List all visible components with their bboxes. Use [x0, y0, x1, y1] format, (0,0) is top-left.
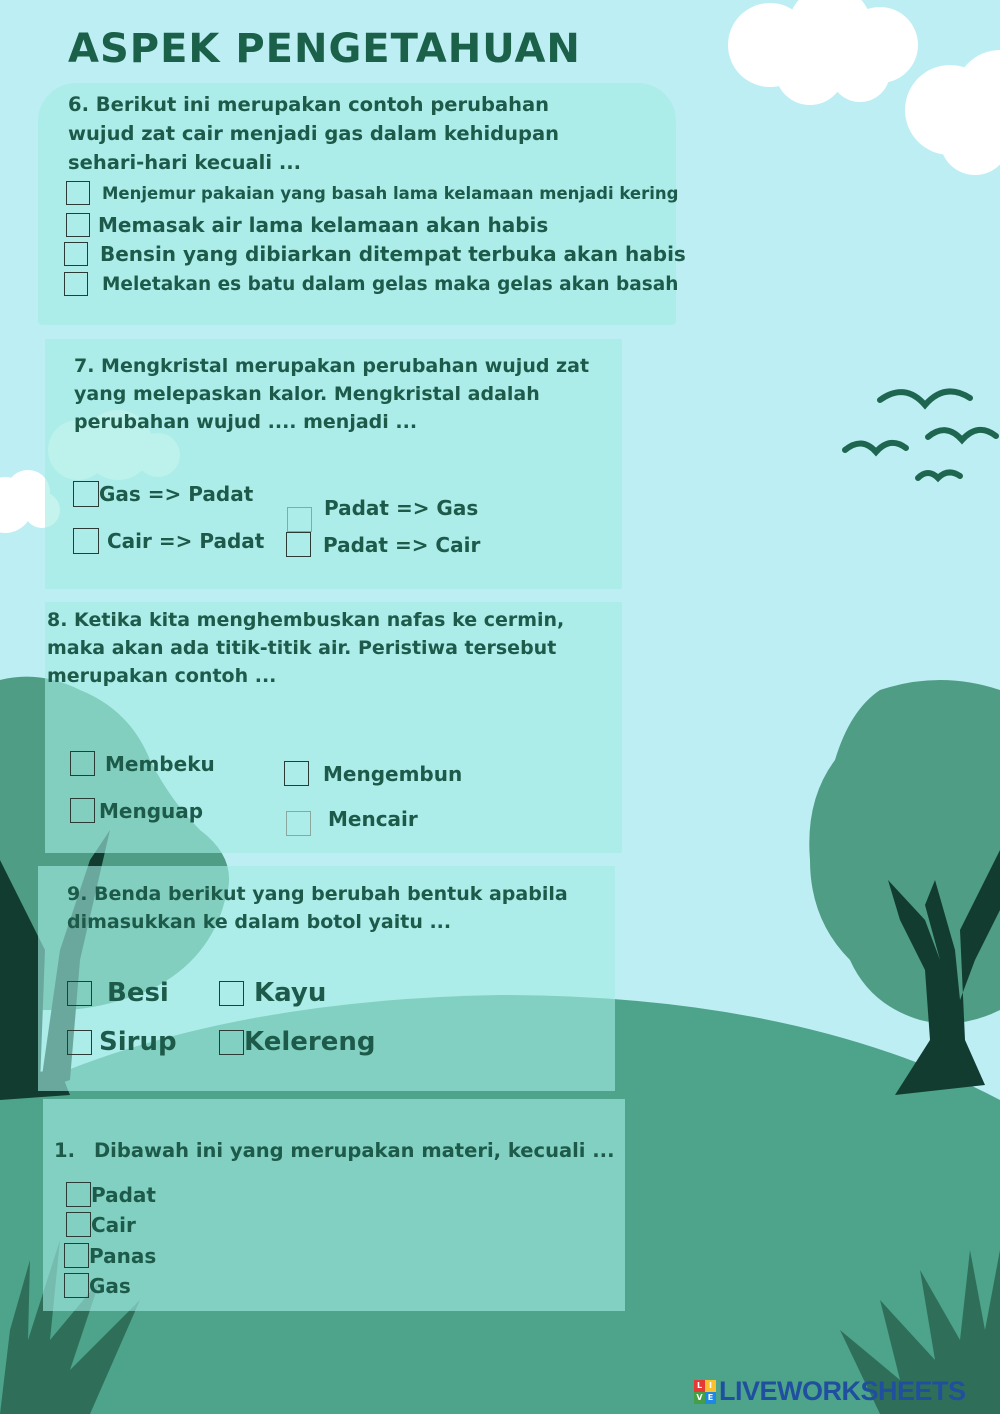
q6-option-4[interactable]: [64, 272, 678, 296]
q1-option-3-checkbox[interactable]: [64, 1243, 89, 1268]
q7-option-3[interactable]: [73, 528, 264, 554]
q7-option-1-checkbox[interactable]: [73, 481, 99, 507]
question-6-line: wujud zat cair menjadi gas dalam kehidupan: [68, 122, 559, 145]
q1-option-4-checkbox[interactable]: [64, 1273, 89, 1298]
question-7-line: yang melepaskan kalor. Mengkristal adalah: [74, 383, 540, 405]
q1-option-2[interactable]: [66, 1212, 136, 1237]
q1-option-4[interactable]: [64, 1273, 131, 1298]
question-6-text: [68, 90, 559, 177]
q8-option-3-checkbox[interactable]: [70, 798, 95, 823]
q1-option-2-label: Cair: [91, 1212, 136, 1237]
question-1-text: [54, 1139, 615, 1162]
logo-letter: E: [705, 1392, 716, 1404]
q7-option-2-label: Padat => Gas: [324, 495, 479, 520]
logo-letter: V: [694, 1392, 705, 1404]
q1-option-3[interactable]: [64, 1243, 156, 1268]
q9-option-1-checkbox[interactable]: [67, 981, 92, 1006]
q9-option-2-label: Kayu: [254, 978, 327, 1008]
question-7-line: perubahan wujud .... menjadi ...: [74, 411, 418, 433]
q7-option-2[interactable]: [287, 483, 478, 532]
q7-option-2-checkbox[interactable]: [287, 507, 312, 532]
q1-option-1-label: Padat: [91, 1182, 156, 1207]
q8-option-2-label: Mengembun: [323, 761, 463, 786]
q1-option-2-checkbox[interactable]: [66, 1212, 91, 1237]
q6-option-1-checkbox[interactable]: [66, 181, 90, 205]
liveworksheets-logo-icon: [694, 1380, 716, 1404]
q6-option-2[interactable]: [66, 213, 548, 237]
page-title: ASPEK PENGETAHUAN: [68, 26, 581, 72]
q7-option-4-checkbox[interactable]: [286, 532, 311, 557]
q9-option-1-label: Besi: [107, 978, 169, 1008]
q6-option-3-label: Bensin yang dibiarkan ditempat terbuka akan habis: [100, 242, 686, 266]
q7-option-3-checkbox[interactable]: [73, 528, 99, 554]
q6-option-2-checkbox[interactable]: [66, 213, 90, 237]
question-8-line: maka akan ada titik-titik air. Peristiwa tersebut: [47, 637, 557, 659]
q8-option-4[interactable]: [286, 801, 418, 836]
q6-option-3[interactable]: [64, 242, 686, 266]
q9-option-2-checkbox[interactable]: [219, 981, 244, 1006]
q1-option-3-label: Panas: [89, 1243, 157, 1268]
question-1-line: Dibawah ini yang merupakan materi, kecuali ...: [94, 1139, 615, 1162]
question-6-line: sehari-hari kecuali ...: [68, 151, 302, 174]
q8-option-2[interactable]: [284, 761, 462, 786]
question-9-text: [67, 880, 568, 936]
q8-option-3[interactable]: [70, 798, 203, 823]
logo-letter: I: [705, 1380, 716, 1392]
question-9-line: dimasukkan ke dalam botol yaitu ...: [67, 911, 452, 933]
q1-option-4-label: Gas: [89, 1273, 131, 1298]
q9-option-4-checkbox[interactable]: [219, 1030, 244, 1055]
q8-option-4-checkbox[interactable]: [286, 811, 311, 836]
question-9-line: 9. Benda berikut yang berubah bentuk apabila: [67, 883, 568, 905]
q8-option-3-label: Menguap: [99, 798, 204, 823]
q7-option-3-label: Cair => Padat: [107, 529, 265, 553]
q6-option-1[interactable]: [66, 181, 678, 205]
q8-option-1-checkbox[interactable]: [70, 751, 95, 776]
q9-option-4-label: Kelereng: [244, 1027, 376, 1057]
q7-option-1[interactable]: [73, 481, 253, 507]
q1-option-1[interactable]: [66, 1182, 156, 1207]
q9-option-3-label: Sirup: [99, 1027, 177, 1057]
q9-option-2[interactable]: [219, 978, 326, 1008]
q8-option-1[interactable]: [70, 751, 215, 776]
question-8-text: [47, 606, 564, 690]
q9-option-3[interactable]: [67, 1027, 177, 1057]
q9-option-1[interactable]: [67, 978, 169, 1008]
question-7-text: [74, 352, 589, 436]
q8-option-2-checkbox[interactable]: [284, 761, 309, 786]
liveworksheets-logo: [694, 1376, 966, 1407]
q6-option-4-label: Meletakan es batu dalam gelas maka gelas akan basah: [102, 273, 679, 295]
logo-letter: L: [694, 1380, 705, 1392]
question-8-line: 8. Ketika kita menghembuskan nafas ke cermin,: [47, 609, 565, 631]
q7-option-4[interactable]: [286, 532, 480, 557]
q6-option-1-label: Menjemur pakaian yang basah lama kelamaan menjadi kering: [102, 183, 679, 203]
q6-option-4-checkbox[interactable]: [64, 272, 88, 296]
q8-option-1-label: Membeku: [105, 751, 215, 776]
question-6-line: 6. Berikut ini merupakan contoh perubahan: [68, 93, 550, 116]
question-8-line: merupakan contoh ...: [47, 665, 277, 687]
q9-option-3-checkbox[interactable]: [67, 1030, 92, 1055]
liveworksheets-logo-text: LIVEWORKSHEETS: [719, 1376, 966, 1406]
q6-option-3-checkbox[interactable]: [64, 242, 88, 266]
question-1-number: 1.: [54, 1139, 75, 1162]
q9-option-4[interactable]: [219, 1027, 375, 1057]
q6-option-2-label: Memasak air lama kelamaan akan habis: [98, 213, 549, 237]
q7-option-1-label: Gas => Padat: [99, 482, 254, 506]
q7-option-4-label: Padat => Cair: [323, 532, 481, 557]
question-7-line: 7. Mengkristal merupakan perubahan wujud zat: [74, 355, 590, 377]
q1-option-1-checkbox[interactable]: [66, 1182, 91, 1207]
q8-option-4-label: Mencair: [328, 806, 418, 831]
